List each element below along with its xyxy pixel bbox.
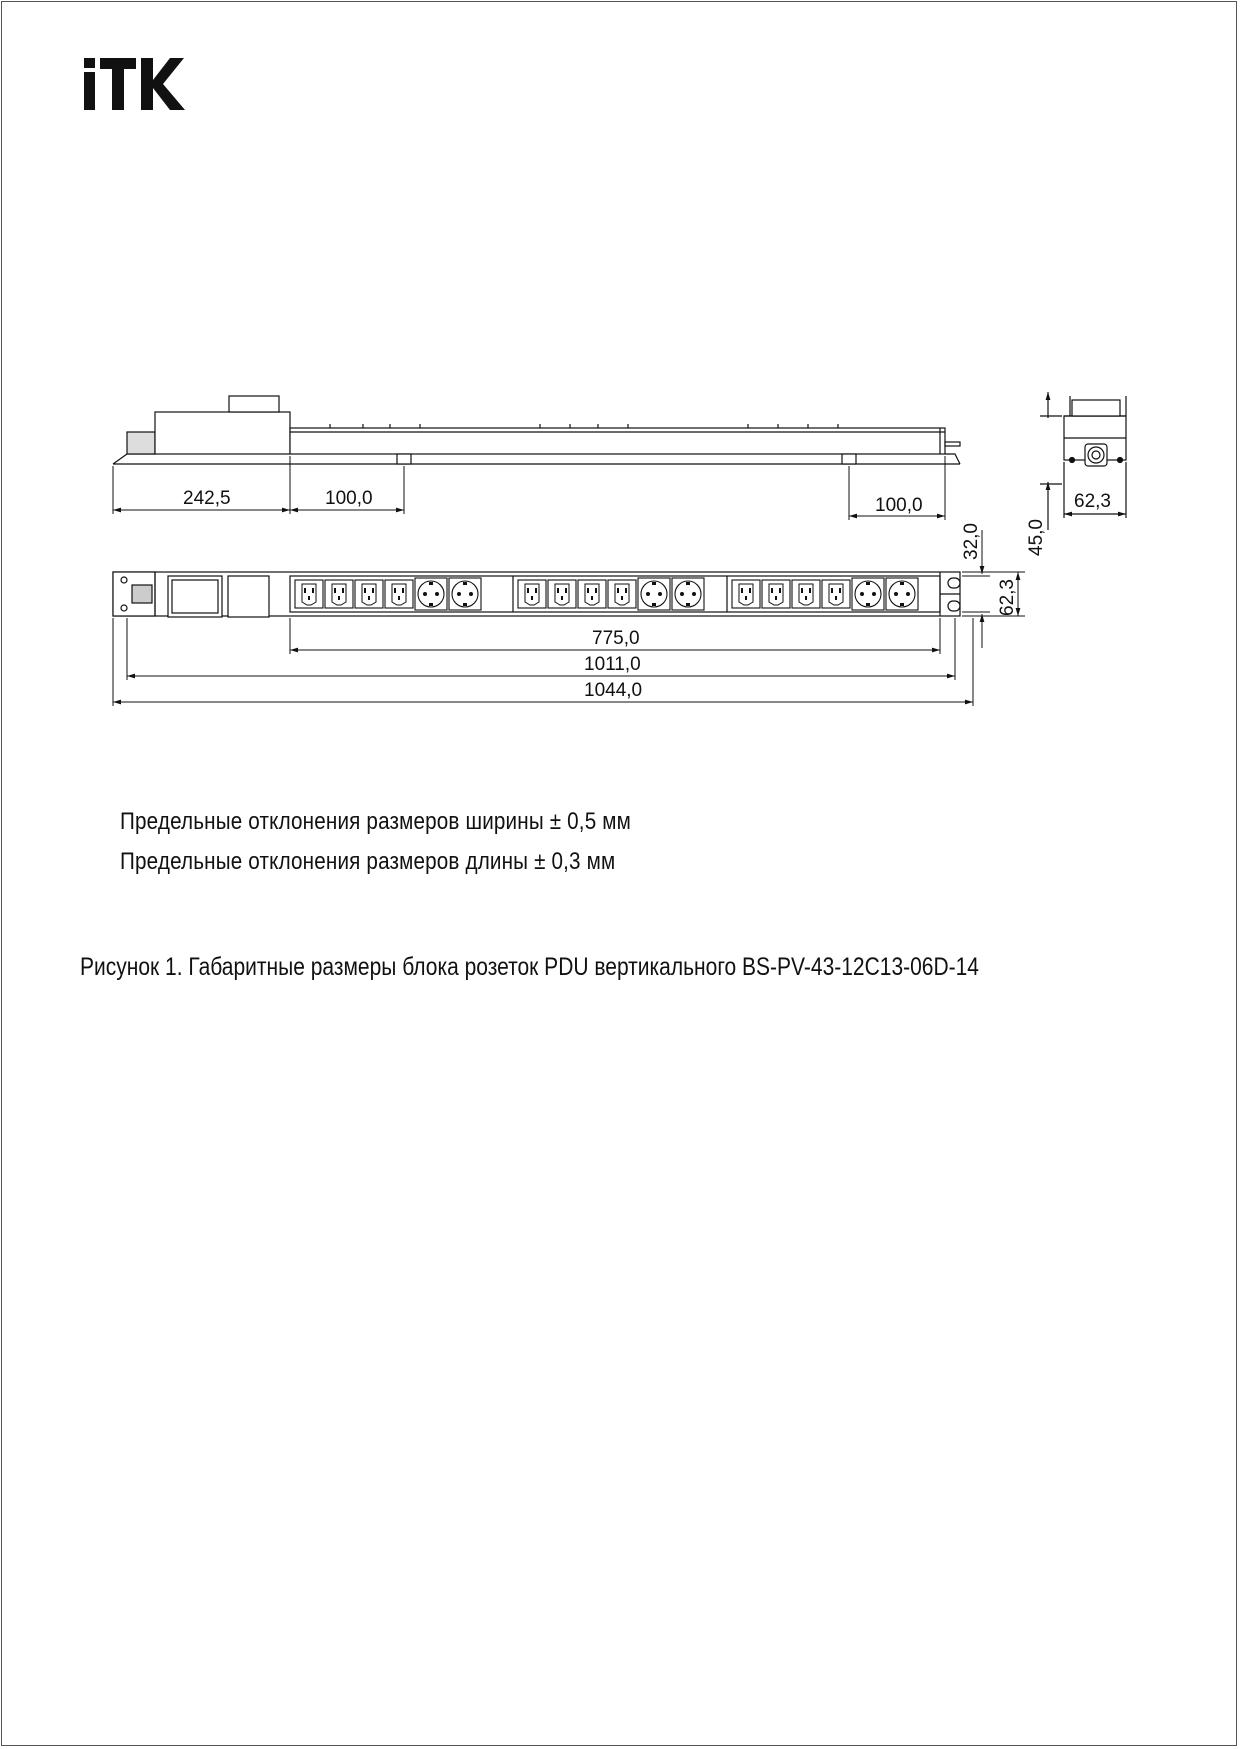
dim-775-0: 775,0 xyxy=(592,628,640,649)
side-view-dimensions xyxy=(113,456,945,520)
side-view xyxy=(113,396,960,464)
dim-45-0: 45,0 xyxy=(1026,519,1047,556)
c13-outlet xyxy=(792,580,820,608)
dim-100-left: 100,0 xyxy=(325,488,373,509)
front-view-dimensions xyxy=(113,530,1025,706)
outlet-row xyxy=(295,578,918,610)
schuko-outlet xyxy=(852,578,884,610)
schuko-outlet xyxy=(415,578,447,610)
c13-outlet xyxy=(822,580,850,608)
schuko-outlet xyxy=(886,578,918,610)
c13-outlet xyxy=(355,580,383,608)
dim-62-3-front: 62,3 xyxy=(997,579,1018,616)
figure-caption: Рисунок 1. Габаритные размеры блока розеток PDU вертикального BS-PV-43-12C13-06D-14 xyxy=(80,953,979,981)
dim-100-right: 100,0 xyxy=(875,495,923,516)
c13-outlet xyxy=(608,580,636,608)
c13-outlet xyxy=(295,580,323,608)
schuko-outlet xyxy=(638,578,670,610)
c13-outlet xyxy=(548,580,576,608)
c13-outlet xyxy=(385,580,413,608)
dim-1044-0: 1044,0 xyxy=(584,680,643,701)
dim-1011-0: 1011,0 xyxy=(584,654,641,675)
itk-logo xyxy=(84,58,204,118)
c13-outlet xyxy=(762,580,790,608)
pdu-dimension-drawing xyxy=(0,380,1240,720)
dim-242-5: 242,5 xyxy=(183,488,231,509)
c13-outlet xyxy=(325,580,353,608)
dim-32-0: 32,0 xyxy=(961,523,982,560)
schuko-outlet xyxy=(672,578,704,610)
schuko-outlet xyxy=(449,578,481,610)
c13-outlet xyxy=(518,580,546,608)
c13-outlet xyxy=(578,580,606,608)
c13-outlet xyxy=(732,580,760,608)
length-tolerance-note: Предельные отклонения размеров длины ± 0,3 мм xyxy=(120,848,616,875)
dim-62-3-end: 62,3 xyxy=(1074,491,1111,512)
width-tolerance-note: Предельные отклонения размеров ширины ± 0,5 мм xyxy=(120,808,632,835)
